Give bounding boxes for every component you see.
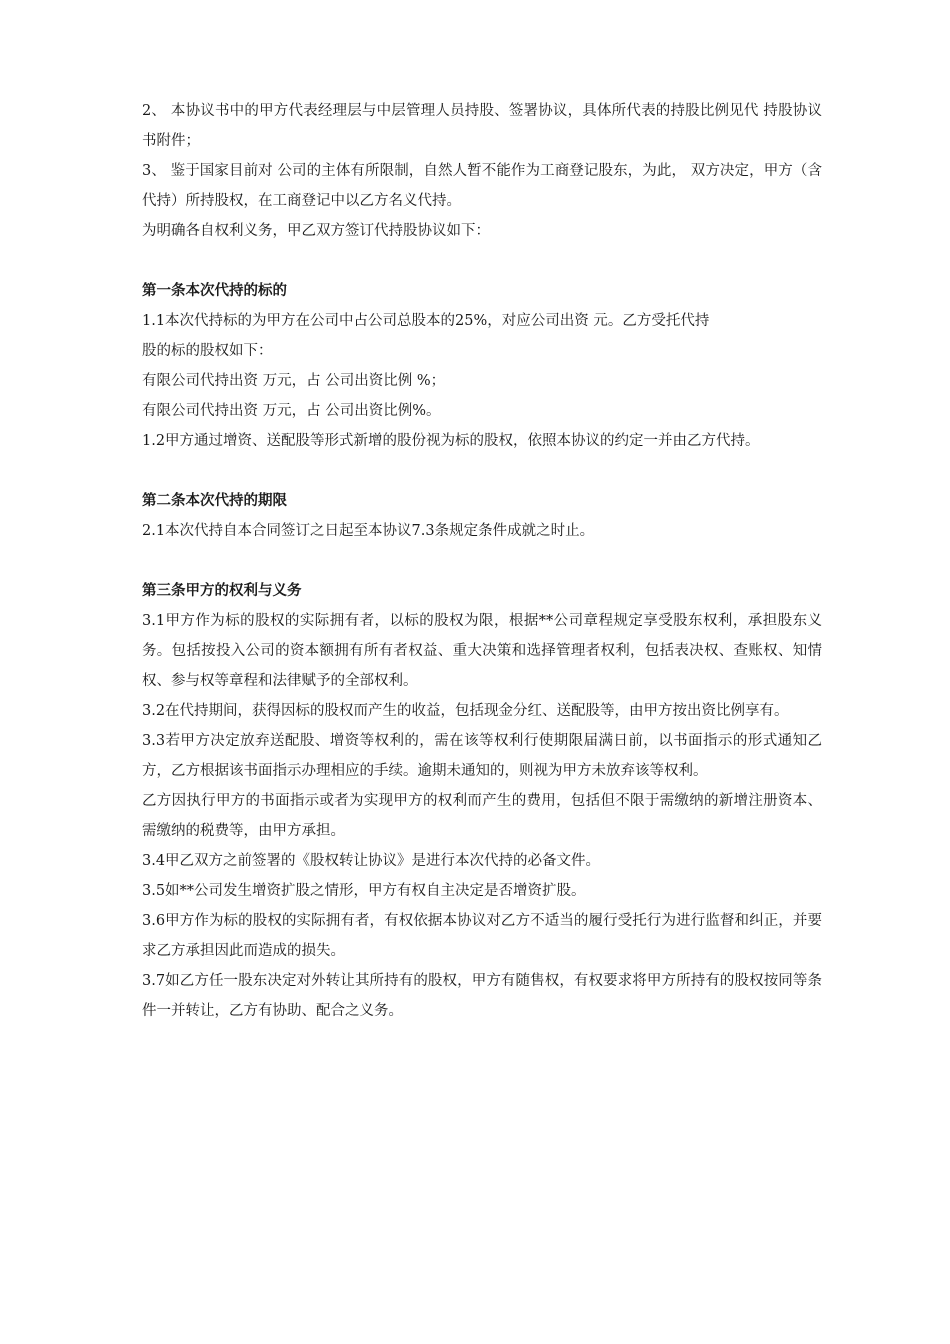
clause-1-1-cont: 股的标的股权如下：	[142, 343, 273, 359]
spacer	[142, 456, 822, 486]
clause-1-2: 1.2甲方通过增资、送配股等形式新增的股份视为标的股权，依照本协议的约定一并由乙方代持。	[142, 433, 760, 449]
clause-3-4: 3.4甲乙双方之前签署的《股权转让协议》是进行本次代持的必备文件。	[142, 853, 601, 869]
section-1-title: 第一条本次代持的标的	[142, 283, 287, 299]
clause-3-7: 3.7如乙方任一股东决定对外转让其所持有的股权，甲方有随售权，有权要求将甲方所持有的股权按同等条件一并转让，乙方有协助、配合之义务。	[142, 973, 822, 1019]
spacer	[142, 246, 822, 276]
clause-3-3: 3.3若甲方决定放弃送配股、增资等权利的，需在该等权利行使期限届满日前，以书面指示的形式通知乙方，乙方根据该书面指示办理相应的手续。逾期未通知的，则视为甲方未放弃该等权利。	[142, 733, 822, 779]
clause-3-1: 3.1甲方作为标的股权的实际拥有者，以标的股权为限，根据**公司章程规定享受股东权利，承担股东义务。包括按投入公司的资本额拥有所有者权益、重大决策和选择管理者权利，包括表决权、查账权、知情权、参与权等章程和法律赋予的全部权利。	[142, 613, 822, 689]
clause-3-2: 3.2在代持期间，获得因标的股权而产生的收益，包括现金分红、送配股等，由甲方按出资比例享有。	[142, 703, 789, 719]
section-2-title: 第二条本次代持的期限	[142, 493, 287, 509]
document-body	[142, 96, 822, 1026]
clause-3-3-cost: 乙方因执行甲方的书面指示或者为实现甲方的权利而产生的费用，包括但不限于需缴纳的新增注册资本、需缴纳的税费等，由甲方承担。	[142, 793, 822, 839]
clause-3-6: 3.6甲方作为标的股权的实际拥有者，有权依据本协议对乙方不适当的履行受托行为进行监督和纠正，并要求乙方承担因此而造成的损失。	[142, 913, 822, 959]
clause-1-1-item-a: 有限公司代持出资 万元，占 公司出资比例 %；	[142, 373, 446, 389]
clause-1-1: 1.1本次代持标的为甲方在公司中占公司总股本的25%，对应公司出资 元。乙方受托代持	[142, 313, 710, 329]
section-3-title: 第三条甲方的权利与义务	[142, 583, 302, 599]
intro-statement: 为明确各自权利义务，甲乙双方签订代持股协议如下：	[142, 223, 490, 239]
clause-2-1: 2.1本次代持自本合同签订之日起至本协议7.3条规定条件成就之时止。	[142, 523, 595, 539]
intro-clause-3: 3、 鉴于国家目前对 公司的主体有所限制，自然人暂不能作为工商登记股东，为此， 双方决定，甲方（含代持）所持股权，在工商登记中以乙方名义代持。	[142, 163, 822, 209]
intro-clause-2: 2、 本协议书中的甲方代表经理层与中层管理人员持股、签署协议，具体所代表的持股比例见代 持股协议书附件；	[142, 103, 822, 149]
spacer	[142, 546, 822, 576]
clause-1-1-item-b: 有限公司代持出资 万元，占 公司出资比例%。	[142, 403, 441, 419]
clause-3-5: 3.5如**公司发生增资扩股之情形，甲方有权自主决定是否增资扩股。	[142, 883, 586, 899]
